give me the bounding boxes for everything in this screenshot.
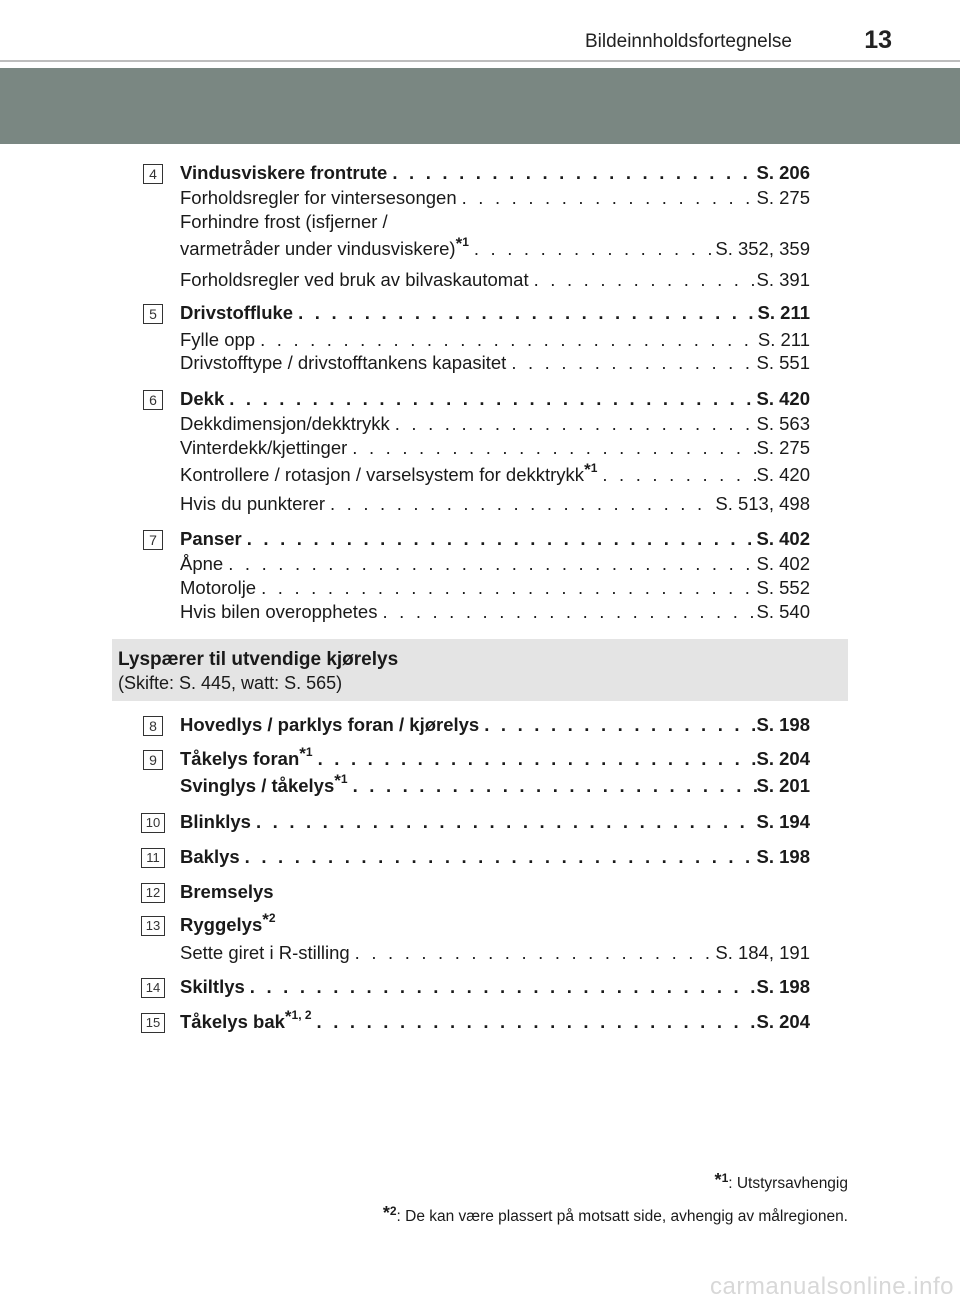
index-entry [180, 976, 810, 1000]
callout-number: 14 [141, 978, 165, 998]
index-entry [180, 528, 810, 552]
entry-label: varmetråder under vindusviskere)$^{*1}$ [180, 234, 469, 259]
dot-leader [293, 302, 757, 324]
entry-label: Tåkelys foran$^{*1}$ [180, 744, 313, 769]
index-entry [180, 577, 810, 601]
entry-page-ref: S. 402 [756, 528, 810, 549]
callout-number: 9 [143, 750, 163, 770]
entry-label: Baklys [180, 846, 240, 867]
entry-label: Dekk [180, 388, 225, 409]
index-entry [180, 211, 810, 235]
entry-label: Panser [180, 528, 242, 549]
entry-label: Ryggelys$^{*2}$ [180, 910, 276, 935]
entry-page-ref: S. 198 [756, 846, 810, 867]
entry-label: Forhindre frost (isfjerner / [180, 211, 388, 232]
callout-number: 7 [143, 530, 163, 550]
callout-number: 8 [143, 716, 163, 736]
dot-leader [255, 329, 758, 351]
index-entry [180, 846, 810, 870]
entry-page-ref: S. 551 [756, 352, 810, 373]
entry-label: Hvis bilen overopphetes [180, 601, 378, 622]
entry-page-ref: S. 206 [756, 162, 810, 183]
dot-leader [387, 162, 756, 184]
header-title: Bildeinnholdsfortegnelse [584, 31, 792, 52]
index-entry [180, 329, 810, 353]
callout-number: 15 [141, 1013, 165, 1033]
dot-leader [377, 601, 756, 623]
dot-leader [325, 493, 715, 515]
entry-label: Tåkelys bak$^{*1, 2}$ [180, 1007, 312, 1032]
section-subtitle: (Skifte: S. 445, watt: S. 565) [118, 673, 343, 693]
entry-label: Drivstofftype / drivstofftankens kapasitet [180, 352, 507, 373]
entry-label: Skiltlys [180, 976, 245, 997]
entry-label: Drivstoffluke [180, 302, 294, 323]
section-title: Lyspærer til utvendige kjørelys [118, 649, 399, 670]
dot-leader [251, 811, 757, 833]
index-entry [180, 811, 810, 835]
dot-leader [224, 388, 756, 410]
footnote-1: $^{*1}$: Utstyrsavhengig [714, 1170, 848, 1192]
entry-page-ref: S. 201 [756, 775, 810, 796]
entry-page-ref: S. 513, 498 [715, 493, 810, 514]
index-entry [180, 437, 810, 461]
dot-leader [479, 714, 756, 736]
dot-leader [469, 238, 715, 260]
entry-page-ref: S. 391 [756, 269, 810, 290]
dot-leader [312, 1011, 757, 1033]
callout-number: 12 [141, 883, 165, 903]
callout-number: 11 [141, 848, 165, 868]
index-entry [180, 234, 810, 262]
entry-page-ref: S. 204 [756, 1011, 810, 1032]
page-header [0, 0, 960, 62]
entry-label: Svinglys / tåkelys$^{*1}$ [180, 771, 348, 796]
entry-label: Vindusviskere frontrute [180, 162, 388, 183]
dot-leader [390, 413, 757, 435]
entry-label: Forholdsregler ved bruk av bilvaskautomat [180, 269, 529, 290]
header-divider [0, 60, 960, 62]
footnote-2: $^{*2}$: De kan være plassert på motsatt side, avhengig av målregionen. [382, 1203, 848, 1225]
index-entry [180, 910, 810, 938]
dot-leader [457, 187, 757, 209]
entry-label: Hvis du punkterer [180, 493, 325, 514]
watermark: carmanualsonline.info [710, 1273, 954, 1300]
index-entry [180, 388, 810, 412]
entry-page-ref: S. 211 [757, 329, 810, 350]
entry-page-ref: S. 194 [756, 811, 810, 832]
dot-leader [506, 352, 756, 374]
entry-page-ref: S. 204 [756, 748, 810, 769]
index-entry [180, 493, 810, 517]
index-entry [180, 187, 810, 211]
dot-leader [256, 577, 756, 599]
entry-page-ref: S. 275 [756, 187, 810, 208]
dot-leader [350, 942, 716, 964]
dot-leader [223, 553, 756, 575]
entry-page-ref: S. 540 [756, 601, 810, 622]
index-entry [180, 553, 810, 577]
callout-number: 10 [141, 813, 165, 833]
index-entry [180, 460, 810, 488]
dot-leader [240, 846, 757, 868]
dot-leader [529, 269, 757, 291]
callout-number: 5 [143, 304, 163, 324]
entry-label: Bremselys [180, 881, 274, 902]
section-band [112, 639, 848, 701]
entry-page-ref: S. 563 [756, 413, 810, 434]
callout-number: 13 [141, 916, 165, 936]
header-banner [0, 68, 960, 144]
entry-page-ref: S. 352, 359 [715, 238, 810, 259]
dot-leader [313, 748, 757, 770]
index-entry [180, 601, 810, 625]
footnote-ref: *1 [455, 234, 469, 253]
footnote-ref: *2 [262, 910, 276, 929]
dot-leader [242, 528, 757, 550]
dot-leader [348, 775, 757, 797]
entry-label: Forholdsregler for vintersesongen [180, 187, 457, 208]
entry-label: Vinterdekk/kjettinger [180, 437, 348, 458]
entry-label: Fylle opp [180, 329, 256, 350]
index-entry [180, 269, 810, 293]
index-entry [180, 881, 810, 905]
entry-label: Åpne [180, 553, 224, 574]
index-entry [180, 1007, 810, 1035]
entry-page-ref: S. 211 [757, 302, 810, 323]
footnote-ref: *1 [334, 771, 348, 790]
footnote-ref: *1, 2 [284, 1007, 312, 1026]
page-number: 13 [864, 26, 892, 54]
entry-page-ref: S. 420 [756, 464, 810, 485]
index-entry [180, 413, 810, 437]
index-entry [180, 352, 810, 376]
entry-page-ref: S. 184, 191 [715, 942, 810, 963]
footnote-ref: *1 [299, 744, 313, 763]
entry-label: Dekkdimensjon/dekktrykk [180, 413, 390, 434]
entry-page-ref: S. 402 [756, 553, 810, 574]
callout-number: 4 [143, 164, 163, 184]
footnote-ref: *1 [584, 460, 598, 479]
entry-page-ref: S. 552 [756, 577, 810, 598]
index-entry [180, 744, 810, 772]
callout-number: 6 [143, 390, 163, 410]
index-entry [180, 942, 810, 966]
entry-label: Hovedlys / parklys foran / kjørelys [180, 714, 480, 735]
dot-leader [597, 464, 756, 486]
entry-page-ref: S. 420 [756, 388, 810, 409]
entry-label: Blinklys [180, 811, 251, 832]
index-entry [180, 162, 810, 186]
entry-label: Motorolje [180, 577, 257, 598]
dot-leader [347, 437, 756, 459]
index-entry [180, 302, 810, 326]
index-entry [180, 714, 810, 738]
entry-label: Sette giret i R-stilling [180, 942, 350, 963]
entry-page-ref: S. 275 [756, 437, 810, 458]
entry-page-ref: S. 198 [756, 976, 810, 997]
dot-leader [245, 976, 757, 998]
entry-page-ref: S. 198 [756, 714, 810, 735]
index-entry [180, 771, 810, 799]
entry-label: Kontrollere / rotasjon / varselsystem for dekktrykk$^{*1}$ [180, 460, 598, 485]
